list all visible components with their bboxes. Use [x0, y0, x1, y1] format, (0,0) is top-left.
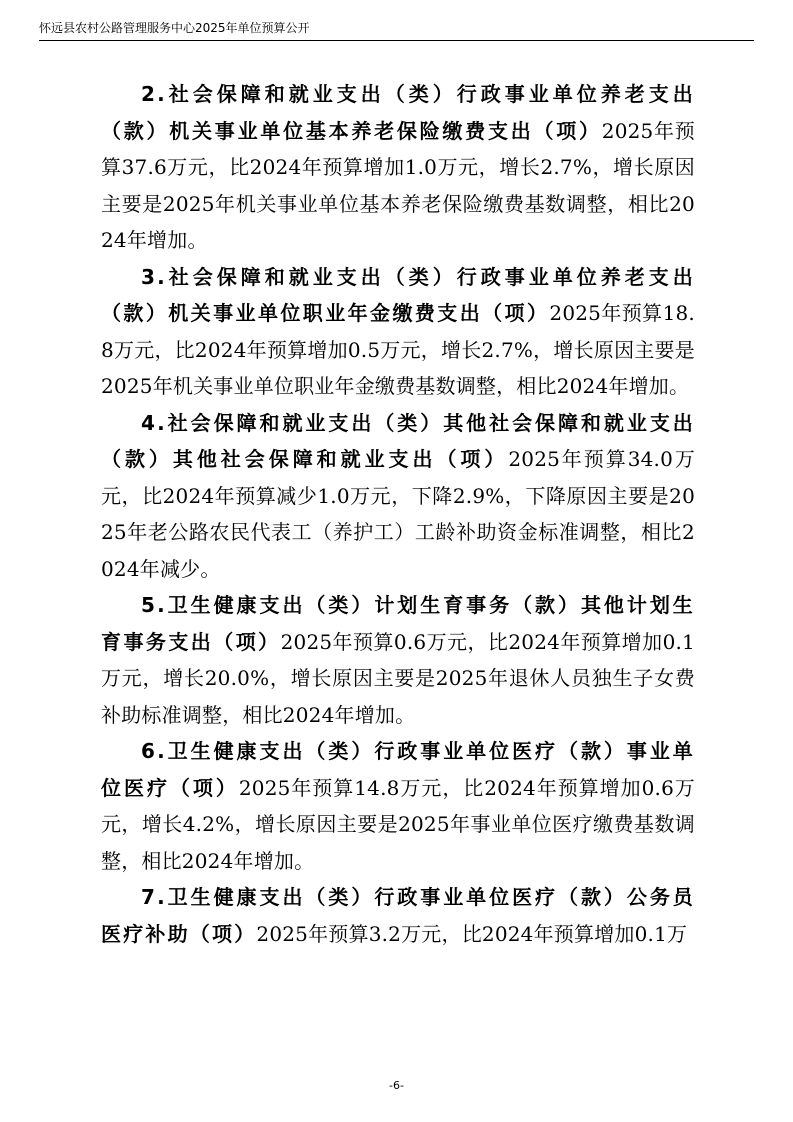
paragraph-text: 2025年预算14.8万元，比2024年预算增加0.6万元，增长4.2%，增长原因主要是2025年事业单位医疗缴费基数调整，相比2024年增加。 [101, 775, 695, 873]
paragraph-item-4 [101, 405, 695, 588]
paragraph-item-6 [101, 733, 695, 879]
paragraph-heading: 5.卫生健康支出（类）计划生育事务（款）其他计划生育事务支出（项） [101, 593, 695, 654]
paragraph-heading: 2.社会保障和就业支出（类）行政事业单位养老支出（款）机关事业单位基本养老保险缴费支出（项） [101, 82, 695, 143]
paragraph-text: 2025年预算0.6万元，比2024年预算增加0.1万元，增长20.0%，增长原因主要是2025年退休人员独生子女费补助标准调整，相比2024年增加。 [101, 629, 695, 727]
paragraph-item-3 [101, 259, 695, 405]
header-title: 怀远县农村公路管理服务中心2025年单位预算公开 [39, 21, 310, 35]
paragraph-heading: 6.卫生健康支出（类）行政事业单位医疗（款）事业单位医疗（项） [101, 739, 695, 800]
page-number: -6- [389, 1079, 404, 1092]
paragraph-item-2 [101, 76, 695, 259]
paragraph-text: 2025年预算18.8万元，比2024年预算增加0.5万元，增长2.7%，增长原因主要是2025年机关事业单位职业年金缴费基数调整，相比2024年增加。 [101, 301, 695, 398]
page-header [39, 20, 754, 41]
paragraph-item-7 [101, 879, 695, 952]
paragraph-text: 2025年预算37.6万元，比2024年预算增加1.0万元，增长2.7%，增长原因主要是2025年机关事业单位基本养老保险缴费基数调整，相比2024年增加。 [101, 118, 695, 252]
paragraph-text: 2025年预算3.2万元，比2024年预算增加0.1万 [256, 921, 688, 946]
paragraph-heading: 3.社会保障和就业支出（类）行政事业单位养老支出（款）机关事业单位职业年金缴费支出（项） [101, 264, 695, 325]
paragraph-text: 2025年预算34.0万元，比2024年预算减少1.0万元，下降2.9%，下降原因主要是2025年老公路农民代表工（养护工）工龄补助资金标准调整，相比2024年减少。 [101, 447, 695, 581]
paragraph-heading: 4.社会保障和就业支出（类）其他社会保障和就业支出（款）其他社会保障和就业支出（项） [101, 410, 695, 471]
document-body [101, 76, 695, 952]
paragraph-heading: 7.卫生健康支出（类）行政事业单位医疗（款）公务员医疗补助（项） [101, 885, 695, 946]
paragraph-item-5 [101, 587, 695, 733]
